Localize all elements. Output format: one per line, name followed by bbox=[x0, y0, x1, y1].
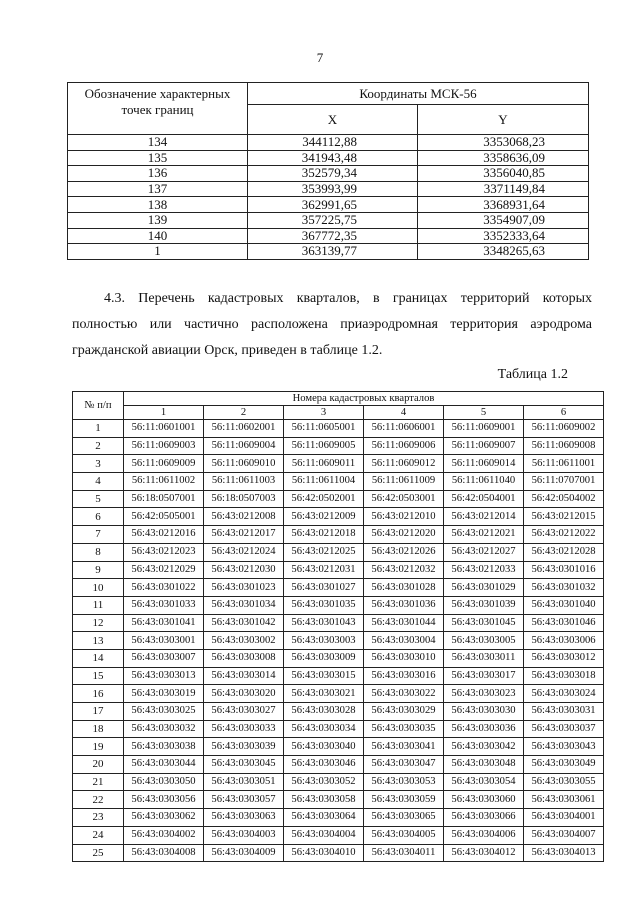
table-row bbox=[68, 135, 589, 151]
cadastral-number-cell: 56:43:0212010 bbox=[364, 508, 444, 526]
header-row-number: № п/п bbox=[73, 392, 124, 420]
cadastral-number-cell: 56:42:0503001 bbox=[364, 490, 444, 508]
table-row bbox=[73, 667, 604, 685]
cadastral-number-cell: 56:42:0502001 bbox=[284, 490, 364, 508]
table-row bbox=[73, 455, 604, 473]
cadastral-number-cell: 56:43:0303044 bbox=[124, 756, 204, 774]
cadastral-number-cell: 56:43:0303008 bbox=[204, 649, 284, 667]
header-boundary-points: Обозначение характерных точек границ bbox=[68, 83, 248, 135]
cadastral-number-cell: 56:43:0304001 bbox=[524, 809, 604, 827]
cadastral-number-cell: 56:43:0212025 bbox=[284, 543, 364, 561]
table-row bbox=[73, 543, 604, 561]
row-number-cell: 2 bbox=[73, 437, 124, 455]
cadastral-number-cell: 56:11:0609007 bbox=[444, 437, 524, 455]
cadastral-number-cell: 56:43:0212016 bbox=[124, 526, 204, 544]
cadastral-number-cell: 56:11:0609003 bbox=[124, 437, 204, 455]
cadastral-number-cell: 56:43:0303016 bbox=[364, 667, 444, 685]
cadastral-number-cell: 56:43:0303034 bbox=[284, 720, 364, 738]
cadastral-number-cell: 56:43:0301028 bbox=[364, 579, 444, 597]
table-row bbox=[73, 526, 604, 544]
row-number-cell: 15 bbox=[73, 667, 124, 685]
point-cell: 135 bbox=[68, 150, 248, 166]
table-row bbox=[73, 809, 604, 827]
point-cell: 139 bbox=[68, 212, 248, 228]
cadastral-number-cell: 56:43:0304007 bbox=[524, 826, 604, 844]
cadastral-number-cell: 56:43:0212014 bbox=[444, 508, 524, 526]
table-row bbox=[68, 212, 589, 228]
cadastral-number-cell: 56:43:0304008 bbox=[124, 844, 204, 862]
cadastral-number-cell: 56:43:0303032 bbox=[124, 720, 204, 738]
cadastral-number-cell: 56:43:0304010 bbox=[284, 844, 364, 862]
cadastral-number-cell: 56:43:0212033 bbox=[444, 561, 524, 579]
cadastral-number-cell: 56:43:0304012 bbox=[444, 844, 524, 862]
point-cell: 1 bbox=[68, 244, 248, 260]
cadastral-number-cell: 56:43:0303064 bbox=[284, 809, 364, 827]
x-coordinate-cell: 353993,99 bbox=[248, 181, 418, 197]
cadastral-number-cell: 56:43:0212024 bbox=[204, 543, 284, 561]
column-header: 2 bbox=[204, 406, 284, 420]
cadastral-number-cell: 56:11:0609012 bbox=[364, 455, 444, 473]
row-number-cell: 6 bbox=[73, 508, 124, 526]
table-row bbox=[73, 844, 604, 862]
cadastral-number-cell: 56:43:0303001 bbox=[124, 632, 204, 650]
cadastral-number-cell: 56:43:0301034 bbox=[204, 596, 284, 614]
cadastral-number-cell: 56:43:0212027 bbox=[444, 543, 524, 561]
cadastral-number-cell: 56:43:0301040 bbox=[524, 596, 604, 614]
cadastral-number-cell: 56:43:0212008 bbox=[204, 508, 284, 526]
row-number-cell: 17 bbox=[73, 703, 124, 721]
cadastral-number-cell: 56:43:0303049 bbox=[524, 756, 604, 774]
column-header: 1 bbox=[124, 406, 204, 420]
cadastral-number-cell: 56:11:0609009 bbox=[124, 455, 204, 473]
table-row bbox=[73, 473, 604, 491]
x-coordinate-cell: 344112,88 bbox=[248, 135, 418, 151]
cadastral-number-cell: 56:43:0303038 bbox=[124, 738, 204, 756]
cadastral-number-cell: 56:11:0609010 bbox=[204, 455, 284, 473]
cadastral-number-cell: 56:43:0303011 bbox=[444, 649, 524, 667]
row-number-cell: 11 bbox=[73, 596, 124, 614]
cadastral-number-cell: 56:43:0303030 bbox=[444, 703, 524, 721]
cadastral-number-cell: 56:43:0212023 bbox=[124, 543, 204, 561]
cadastral-number-cell: 56:11:0609008 bbox=[524, 437, 604, 455]
x-coordinate-cell: 341943,48 bbox=[248, 150, 418, 166]
cadastral-number-cell: 56:43:0303061 bbox=[524, 791, 604, 809]
row-number-cell: 10 bbox=[73, 579, 124, 597]
table-row bbox=[73, 420, 604, 438]
cadastral-number-cell: 56:43:0303041 bbox=[364, 738, 444, 756]
table-row bbox=[73, 738, 604, 756]
cadastral-number-cell: 56:43:0304006 bbox=[444, 826, 524, 844]
x-coordinate-cell: 352579,34 bbox=[248, 166, 418, 182]
cadastral-number-cell: 56:43:0304005 bbox=[364, 826, 444, 844]
body-paragraph bbox=[72, 286, 592, 364]
cadastral-number-cell: 56:43:0301016 bbox=[524, 561, 604, 579]
cadastral-number-cell: 56:43:0303029 bbox=[364, 703, 444, 721]
page-number: 7 bbox=[316, 50, 324, 65]
cadastral-number-cell: 56:18:0507003 bbox=[204, 490, 284, 508]
cadastral-number-cell: 56:43:0304002 bbox=[124, 826, 204, 844]
cadastral-number-cell: 56:43:0303015 bbox=[284, 667, 364, 685]
row-number-cell: 9 bbox=[73, 561, 124, 579]
table-row bbox=[73, 490, 604, 508]
cadastral-number-cell: 56:43:0303006 bbox=[524, 632, 604, 650]
row-number-cell: 14 bbox=[73, 649, 124, 667]
cadastral-number-cell: 56:43:0301035 bbox=[284, 596, 364, 614]
cadastral-number-cell: 56:43:0303056 bbox=[124, 791, 204, 809]
cadastral-number-cell: 56:43:0301044 bbox=[364, 614, 444, 632]
cadastral-number-cell: 56:43:0303042 bbox=[444, 738, 524, 756]
cadastral-number-cell: 56:43:0301027 bbox=[284, 579, 364, 597]
cadastral-number-cell: 56:43:0304011 bbox=[364, 844, 444, 862]
row-number-cell: 24 bbox=[73, 826, 124, 844]
cadastral-quarters-table bbox=[72, 391, 604, 862]
cadastral-number-cell: 56:43:0212030 bbox=[204, 561, 284, 579]
cadastral-number-cell: 56:43:0303003 bbox=[284, 632, 364, 650]
cadastral-number-cell: 56:11:0609001 bbox=[444, 420, 524, 438]
cadastral-number-cell: 56:11:0609006 bbox=[364, 437, 444, 455]
table-row bbox=[73, 596, 604, 614]
table-row bbox=[68, 150, 589, 166]
x-coordinate-cell: 367772,35 bbox=[248, 228, 418, 244]
cadastral-number-cell: 56:43:0303031 bbox=[524, 703, 604, 721]
cadastral-number-cell: 56:43:0301043 bbox=[284, 614, 364, 632]
cadastral-number-cell: 56:43:0303055 bbox=[524, 773, 604, 791]
coordinates-table bbox=[67, 82, 589, 260]
cadastral-number-cell: 56:43:0303019 bbox=[124, 685, 204, 703]
cadastral-number-cell: 56:43:0303002 bbox=[204, 632, 284, 650]
cadastral-number-cell: 56:43:0301033 bbox=[124, 596, 204, 614]
cadastral-number-cell: 56:43:0303014 bbox=[204, 667, 284, 685]
cadastral-number-cell: 56:43:0301036 bbox=[364, 596, 444, 614]
cadastral-number-cell: 56:43:0303063 bbox=[204, 809, 284, 827]
row-number-cell: 1 bbox=[73, 420, 124, 438]
cadastral-number-cell: 56:11:0609014 bbox=[444, 455, 524, 473]
header-coordinates: Координаты МСК-56 bbox=[248, 83, 589, 105]
cadastral-number-cell: 56:11:0611003 bbox=[204, 473, 284, 491]
table-row bbox=[68, 197, 589, 213]
table-row bbox=[73, 614, 604, 632]
cadastral-number-cell: 56:43:0301029 bbox=[444, 579, 524, 597]
cadastral-number-cell: 56:43:0303036 bbox=[444, 720, 524, 738]
cadastral-number-cell: 56:43:0303009 bbox=[284, 649, 364, 667]
cadastral-number-cell: 56:43:0212026 bbox=[364, 543, 444, 561]
table-row bbox=[73, 508, 604, 526]
row-number-cell: 4 bbox=[73, 473, 124, 491]
paragraph-text: 4.3. Перечень кадастровых кварталов, в границах территорий которых полностью или частично расположена приаэродромная территория аэродрома гражданской авиации Орск, приведен в таблице 1.2. bbox=[72, 291, 592, 358]
cadastral-number-cell: 56:43:0303012 bbox=[524, 649, 604, 667]
row-number-cell: 21 bbox=[73, 773, 124, 791]
cadastral-number-cell: 56:11:0609011 bbox=[284, 455, 364, 473]
cadastral-number-cell: 56:43:0303058 bbox=[284, 791, 364, 809]
cadastral-number-cell: 56:43:0303048 bbox=[444, 756, 524, 774]
cadastral-number-cell: 56:11:0609002 bbox=[524, 420, 604, 438]
y-coordinate-cell: 3352333,64 bbox=[418, 228, 589, 244]
row-number-cell: 16 bbox=[73, 685, 124, 703]
cadastral-number-cell: 56:43:0304009 bbox=[204, 844, 284, 862]
cadastral-number-cell: 56:43:0301045 bbox=[444, 614, 524, 632]
cadastral-number-cell: 56:43:0212017 bbox=[204, 526, 284, 544]
cadastral-number-cell: 56:43:0303045 bbox=[204, 756, 284, 774]
table-row bbox=[73, 685, 604, 703]
cadastral-number-cell: 56:43:0303051 bbox=[204, 773, 284, 791]
row-number-cell: 7 bbox=[73, 526, 124, 544]
cadastral-number-cell: 56:43:0303025 bbox=[124, 703, 204, 721]
cadastral-number-cell: 56:43:0303013 bbox=[124, 667, 204, 685]
row-number-cell: 12 bbox=[73, 614, 124, 632]
cadastral-number-cell: 56:11:0609004 bbox=[204, 437, 284, 455]
table-row bbox=[68, 181, 589, 197]
row-number-cell: 18 bbox=[73, 720, 124, 738]
cadastral-number-cell: 56:43:0303017 bbox=[444, 667, 524, 685]
cadastral-number-cell: 56:11:0601001 bbox=[124, 420, 204, 438]
cadastral-number-cell: 56:11:0609005 bbox=[284, 437, 364, 455]
cadastral-number-cell: 56:43:0303020 bbox=[204, 685, 284, 703]
x-coordinate-cell: 363139,77 bbox=[248, 244, 418, 260]
cadastral-number-cell: 56:11:0606001 bbox=[364, 420, 444, 438]
cadastral-number-cell: 56:43:0212028 bbox=[524, 543, 604, 561]
table-row bbox=[73, 791, 604, 809]
cadastral-number-cell: 56:43:0303005 bbox=[444, 632, 524, 650]
cadastral-number-cell: 56:43:0303062 bbox=[124, 809, 204, 827]
cadastral-number-cell: 56:11:0611009 bbox=[364, 473, 444, 491]
cadastral-number-cell: 56:43:0303052 bbox=[284, 773, 364, 791]
cadastral-number-cell: 56:43:0303059 bbox=[364, 791, 444, 809]
table-row bbox=[73, 437, 604, 455]
cadastral-number-cell: 56:43:0303035 bbox=[364, 720, 444, 738]
cadastral-number-cell: 56:43:0304004 bbox=[284, 826, 364, 844]
point-cell: 134 bbox=[68, 135, 248, 151]
cadastral-number-cell: 56:43:0303023 bbox=[444, 685, 524, 703]
cadastral-number-cell: 56:43:0212022 bbox=[524, 526, 604, 544]
cadastral-number-cell: 56:43:0304003 bbox=[204, 826, 284, 844]
cadastral-number-cell: 56:43:0303047 bbox=[364, 756, 444, 774]
cadastral-number-cell: 56:43:0303043 bbox=[524, 738, 604, 756]
cadastral-number-cell: 56:43:0303057 bbox=[204, 791, 284, 809]
cadastral-number-cell: 56:43:0301046 bbox=[524, 614, 604, 632]
cadastral-number-cell: 56:42:0504002 bbox=[524, 490, 604, 508]
cadastral-number-cell: 56:11:0707001 bbox=[524, 473, 604, 491]
cadastral-number-cell: 56:43:0303040 bbox=[284, 738, 364, 756]
point-cell: 136 bbox=[68, 166, 248, 182]
table-row bbox=[68, 244, 589, 260]
cadastral-number-cell: 56:11:0611040 bbox=[444, 473, 524, 491]
cadastral-number-cell: 56:43:0301042 bbox=[204, 614, 284, 632]
y-coordinate-cell: 3354907,09 bbox=[418, 212, 589, 228]
cadastral-number-cell: 56:43:0303004 bbox=[364, 632, 444, 650]
cadastral-number-cell: 56:43:0303010 bbox=[364, 649, 444, 667]
cadastral-number-cell: 56:43:0303050 bbox=[124, 773, 204, 791]
cadastral-number-cell: 56:43:0303065 bbox=[364, 809, 444, 827]
cadastral-number-cell: 56:43:0212021 bbox=[444, 526, 524, 544]
cadastral-number-cell: 56:43:0303046 bbox=[284, 756, 364, 774]
cadastral-number-cell: 56:43:0212020 bbox=[364, 526, 444, 544]
cadastral-number-cell: 56:11:0611004 bbox=[284, 473, 364, 491]
row-number-cell: 3 bbox=[73, 455, 124, 473]
cadastral-number-cell: 56:43:0303022 bbox=[364, 685, 444, 703]
row-number-cell: 19 bbox=[73, 738, 124, 756]
cadastral-number-cell: 56:43:0303039 bbox=[204, 738, 284, 756]
y-coordinate-cell: 3353068,23 bbox=[418, 135, 589, 151]
cadastral-number-cell: 56:18:0507001 bbox=[124, 490, 204, 508]
cadastral-number-cell: 56:43:0212015 bbox=[524, 508, 604, 526]
point-cell: 138 bbox=[68, 197, 248, 213]
cadastral-number-cell: 56:42:0504001 bbox=[444, 490, 524, 508]
table-row bbox=[73, 720, 604, 738]
cadastral-number-cell: 56:43:0303024 bbox=[524, 685, 604, 703]
x-coordinate-cell: 357225,75 bbox=[248, 212, 418, 228]
cadastral-number-cell: 56:43:0303027 bbox=[204, 703, 284, 721]
row-number-cell: 22 bbox=[73, 791, 124, 809]
cadastral-number-cell: 56:43:0303060 bbox=[444, 791, 524, 809]
cadastral-number-cell: 56:43:0303028 bbox=[284, 703, 364, 721]
table-row bbox=[73, 649, 604, 667]
table-row bbox=[68, 228, 589, 244]
table-row bbox=[73, 561, 604, 579]
point-cell: 137 bbox=[68, 181, 248, 197]
cadastral-number-cell: 56:43:0303007 bbox=[124, 649, 204, 667]
cadastral-number-cell: 56:43:0212018 bbox=[284, 526, 364, 544]
cadastral-number-cell: 56:11:0605001 bbox=[284, 420, 364, 438]
header-cadastral-quarters: Номера кадастровых кварталов bbox=[124, 392, 604, 406]
cadastral-number-cell: 56:43:0212009 bbox=[284, 508, 364, 526]
table-caption: Таблица 1.2 bbox=[497, 367, 568, 382]
table-row bbox=[68, 166, 589, 182]
column-header: 6 bbox=[524, 406, 604, 420]
cadastral-number-cell: 56:43:0212031 bbox=[284, 561, 364, 579]
table-row bbox=[73, 703, 604, 721]
table-row bbox=[73, 632, 604, 650]
table-row bbox=[73, 756, 604, 774]
cadastral-number-cell: 56:43:0301041 bbox=[124, 614, 204, 632]
cadastral-number-cell: 56:43:0301039 bbox=[444, 596, 524, 614]
cadastral-number-cell: 56:43:0303054 bbox=[444, 773, 524, 791]
column-header: 3 bbox=[284, 406, 364, 420]
y-coordinate-cell: 3371149,84 bbox=[418, 181, 589, 197]
header-y: Y bbox=[418, 105, 589, 135]
cadastral-number-cell: 56:43:0212029 bbox=[124, 561, 204, 579]
row-number-cell: 5 bbox=[73, 490, 124, 508]
header-x: X bbox=[248, 105, 418, 135]
cadastral-number-cell: 56:11:0611002 bbox=[124, 473, 204, 491]
cadastral-number-cell: 56:43:0301023 bbox=[204, 579, 284, 597]
cadastral-number-cell: 56:42:0505001 bbox=[124, 508, 204, 526]
table-row bbox=[73, 773, 604, 791]
column-header: 4 bbox=[364, 406, 444, 420]
y-coordinate-cell: 3368931,64 bbox=[418, 197, 589, 213]
row-number-cell: 25 bbox=[73, 844, 124, 862]
cadastral-number-cell: 56:43:0303018 bbox=[524, 667, 604, 685]
row-number-cell: 23 bbox=[73, 809, 124, 827]
x-coordinate-cell: 362991,65 bbox=[248, 197, 418, 213]
cadastral-number-cell: 56:43:0303037 bbox=[524, 720, 604, 738]
y-coordinate-cell: 3358636,09 bbox=[418, 150, 589, 166]
point-cell: 140 bbox=[68, 228, 248, 244]
cadastral-number-cell: 56:11:0611001 bbox=[524, 455, 604, 473]
cadastral-number-cell: 56:43:0212032 bbox=[364, 561, 444, 579]
row-number-cell: 20 bbox=[73, 756, 124, 774]
cadastral-number-cell: 56:43:0303053 bbox=[364, 773, 444, 791]
y-coordinate-cell: 3348265,63 bbox=[418, 244, 589, 260]
row-number-cell: 8 bbox=[73, 543, 124, 561]
cadastral-number-cell: 56:43:0303066 bbox=[444, 809, 524, 827]
row-number-cell: 13 bbox=[73, 632, 124, 650]
cadastral-number-cell: 56:43:0303033 bbox=[204, 720, 284, 738]
cadastral-number-cell: 56:43:0303021 bbox=[284, 685, 364, 703]
cadastral-number-cell: 56:43:0301032 bbox=[524, 579, 604, 597]
y-coordinate-cell: 3356040,85 bbox=[418, 166, 589, 182]
cadastral-number-cell: 56:43:0301022 bbox=[124, 579, 204, 597]
column-header: 5 bbox=[444, 406, 524, 420]
cadastral-number-cell: 56:43:0304013 bbox=[524, 844, 604, 862]
cadastral-number-cell: 56:11:0602001 bbox=[204, 420, 284, 438]
table-row bbox=[73, 579, 604, 597]
table-row bbox=[73, 826, 604, 844]
